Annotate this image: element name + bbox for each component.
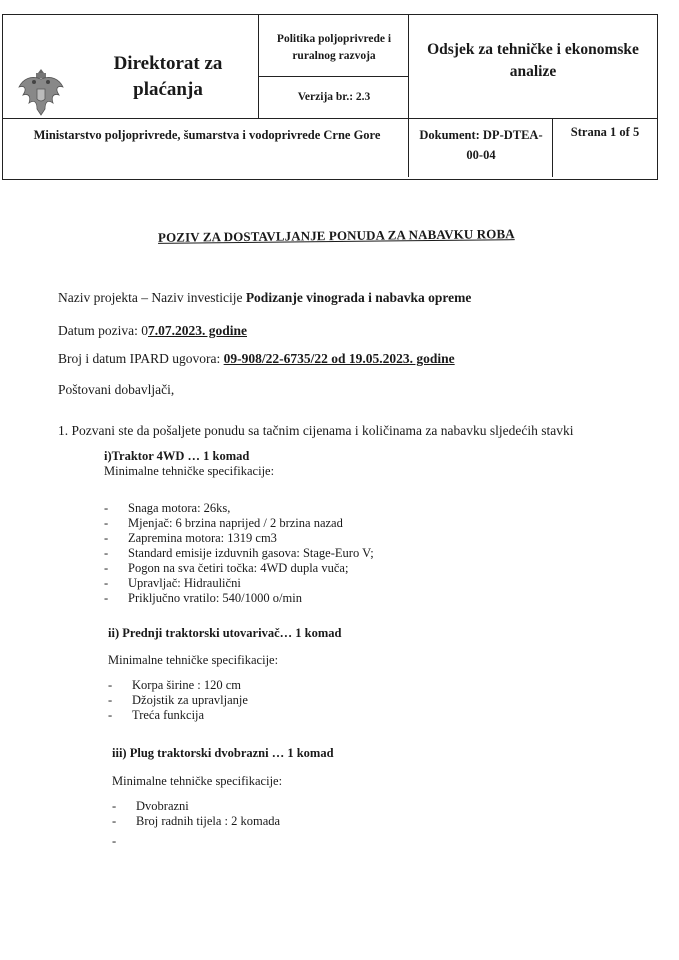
spec-label: Minimalne tehničke specifikacije:: [112, 774, 283, 788]
spec-item: - Mjenjač: 6 brzina naprijed / 2 brzina nazad: [104, 516, 343, 530]
ministry-text: Ministarstvo poljoprivrede, šumarstva i vodoprivrede Crne Gore: [33, 128, 381, 142]
spec-item: -: [112, 834, 117, 848]
spec-item: - Standard emisije izduvnih gasova: Stage-Euro V;: [104, 546, 374, 560]
header-policy-cell: [259, 15, 409, 77]
contract-line: [58, 351, 455, 367]
header-table: [2, 14, 658, 180]
policy-text: Politika poljoprivrede i ruralnog razvoja: [276, 33, 392, 62]
spec-item: - Dvobrazni: [112, 799, 189, 813]
greeting: Poštovani dobavljači,: [58, 382, 175, 397]
page-number: Strana 1 of 5: [570, 125, 640, 139]
spec-item: - Korpa širine : 120 cm: [108, 678, 242, 692]
project-value: Podizanje vinograda i nabavka opreme: [245, 290, 472, 305]
version-text: Verzija br.: 2.3: [297, 91, 371, 103]
project-label: Naziv projekta – Naziv investicije: [58, 290, 246, 305]
spec-label: Minimalne tehničke specifikacije:: [104, 464, 275, 478]
header-document-cell: [409, 119, 553, 177]
coat-of-arms-icon: [17, 65, 65, 119]
document-title: POZIV ZA DOSTAVLJANJE PONUDA ZA NABAVKU ROBA: [157, 226, 515, 245]
spec-item: - Broj radnih tijela : 2 komada: [112, 814, 281, 828]
call-date-value: 7.07.2023. godine: [147, 323, 247, 338]
spec-item: - Treća funkcija: [108, 708, 205, 722]
header-ministry-cell: [3, 119, 409, 177]
spec-item: - Džojstik za upravljanje: [108, 693, 248, 707]
contract-value: 09-908/22-6735/22 od 19.05.2023. godine: [223, 351, 455, 366]
spec-label: Minimalne tehničke specifikacije:: [108, 653, 279, 667]
org-title: Direktorat za plaćanja: [113, 53, 223, 100]
spec-item: - Priključno vratilo: 540/1000 o/min: [104, 591, 302, 605]
header-page-cell: [553, 119, 657, 177]
intro-paragraph: 1. Pozvani ste da pošaljete ponudu sa tačnim cijenama i količinama za nabavku sljedećih stavki: [58, 423, 574, 438]
item-heading: ii) Prednji traktorski utovarivač… 1 komad: [108, 626, 342, 640]
contract-label: Broj i datum IPARD ugovora:: [58, 351, 224, 366]
spec-item: - Upravljač: Hidraulični: [104, 576, 241, 590]
department-text: Odsjek za tehničke i ekonomske analize: [427, 41, 639, 80]
call-date-line: [58, 323, 247, 339]
header-version-cell: [259, 77, 409, 119]
item-heading: i)Traktor 4WD … 1 komad: [104, 449, 250, 463]
document-id: Dokument: DP-DTEA-00-04: [419, 128, 543, 162]
spec-item: - Pogon na sva četiri točka: 4WD dupla vuča;: [104, 561, 349, 575]
project-line: [58, 290, 471, 306]
spec-item: - Snaga motora: 26ks,: [104, 501, 231, 515]
call-date-label: Datum poziva: 0: [58, 323, 148, 338]
spec-item: - Zapremina motora: 1319 cm3: [104, 531, 277, 545]
header-department-cell: [409, 15, 657, 119]
header-org-cell: [3, 15, 259, 119]
item-heading: iii) Plug traktorski dvobrazni … 1 komad: [112, 746, 334, 760]
